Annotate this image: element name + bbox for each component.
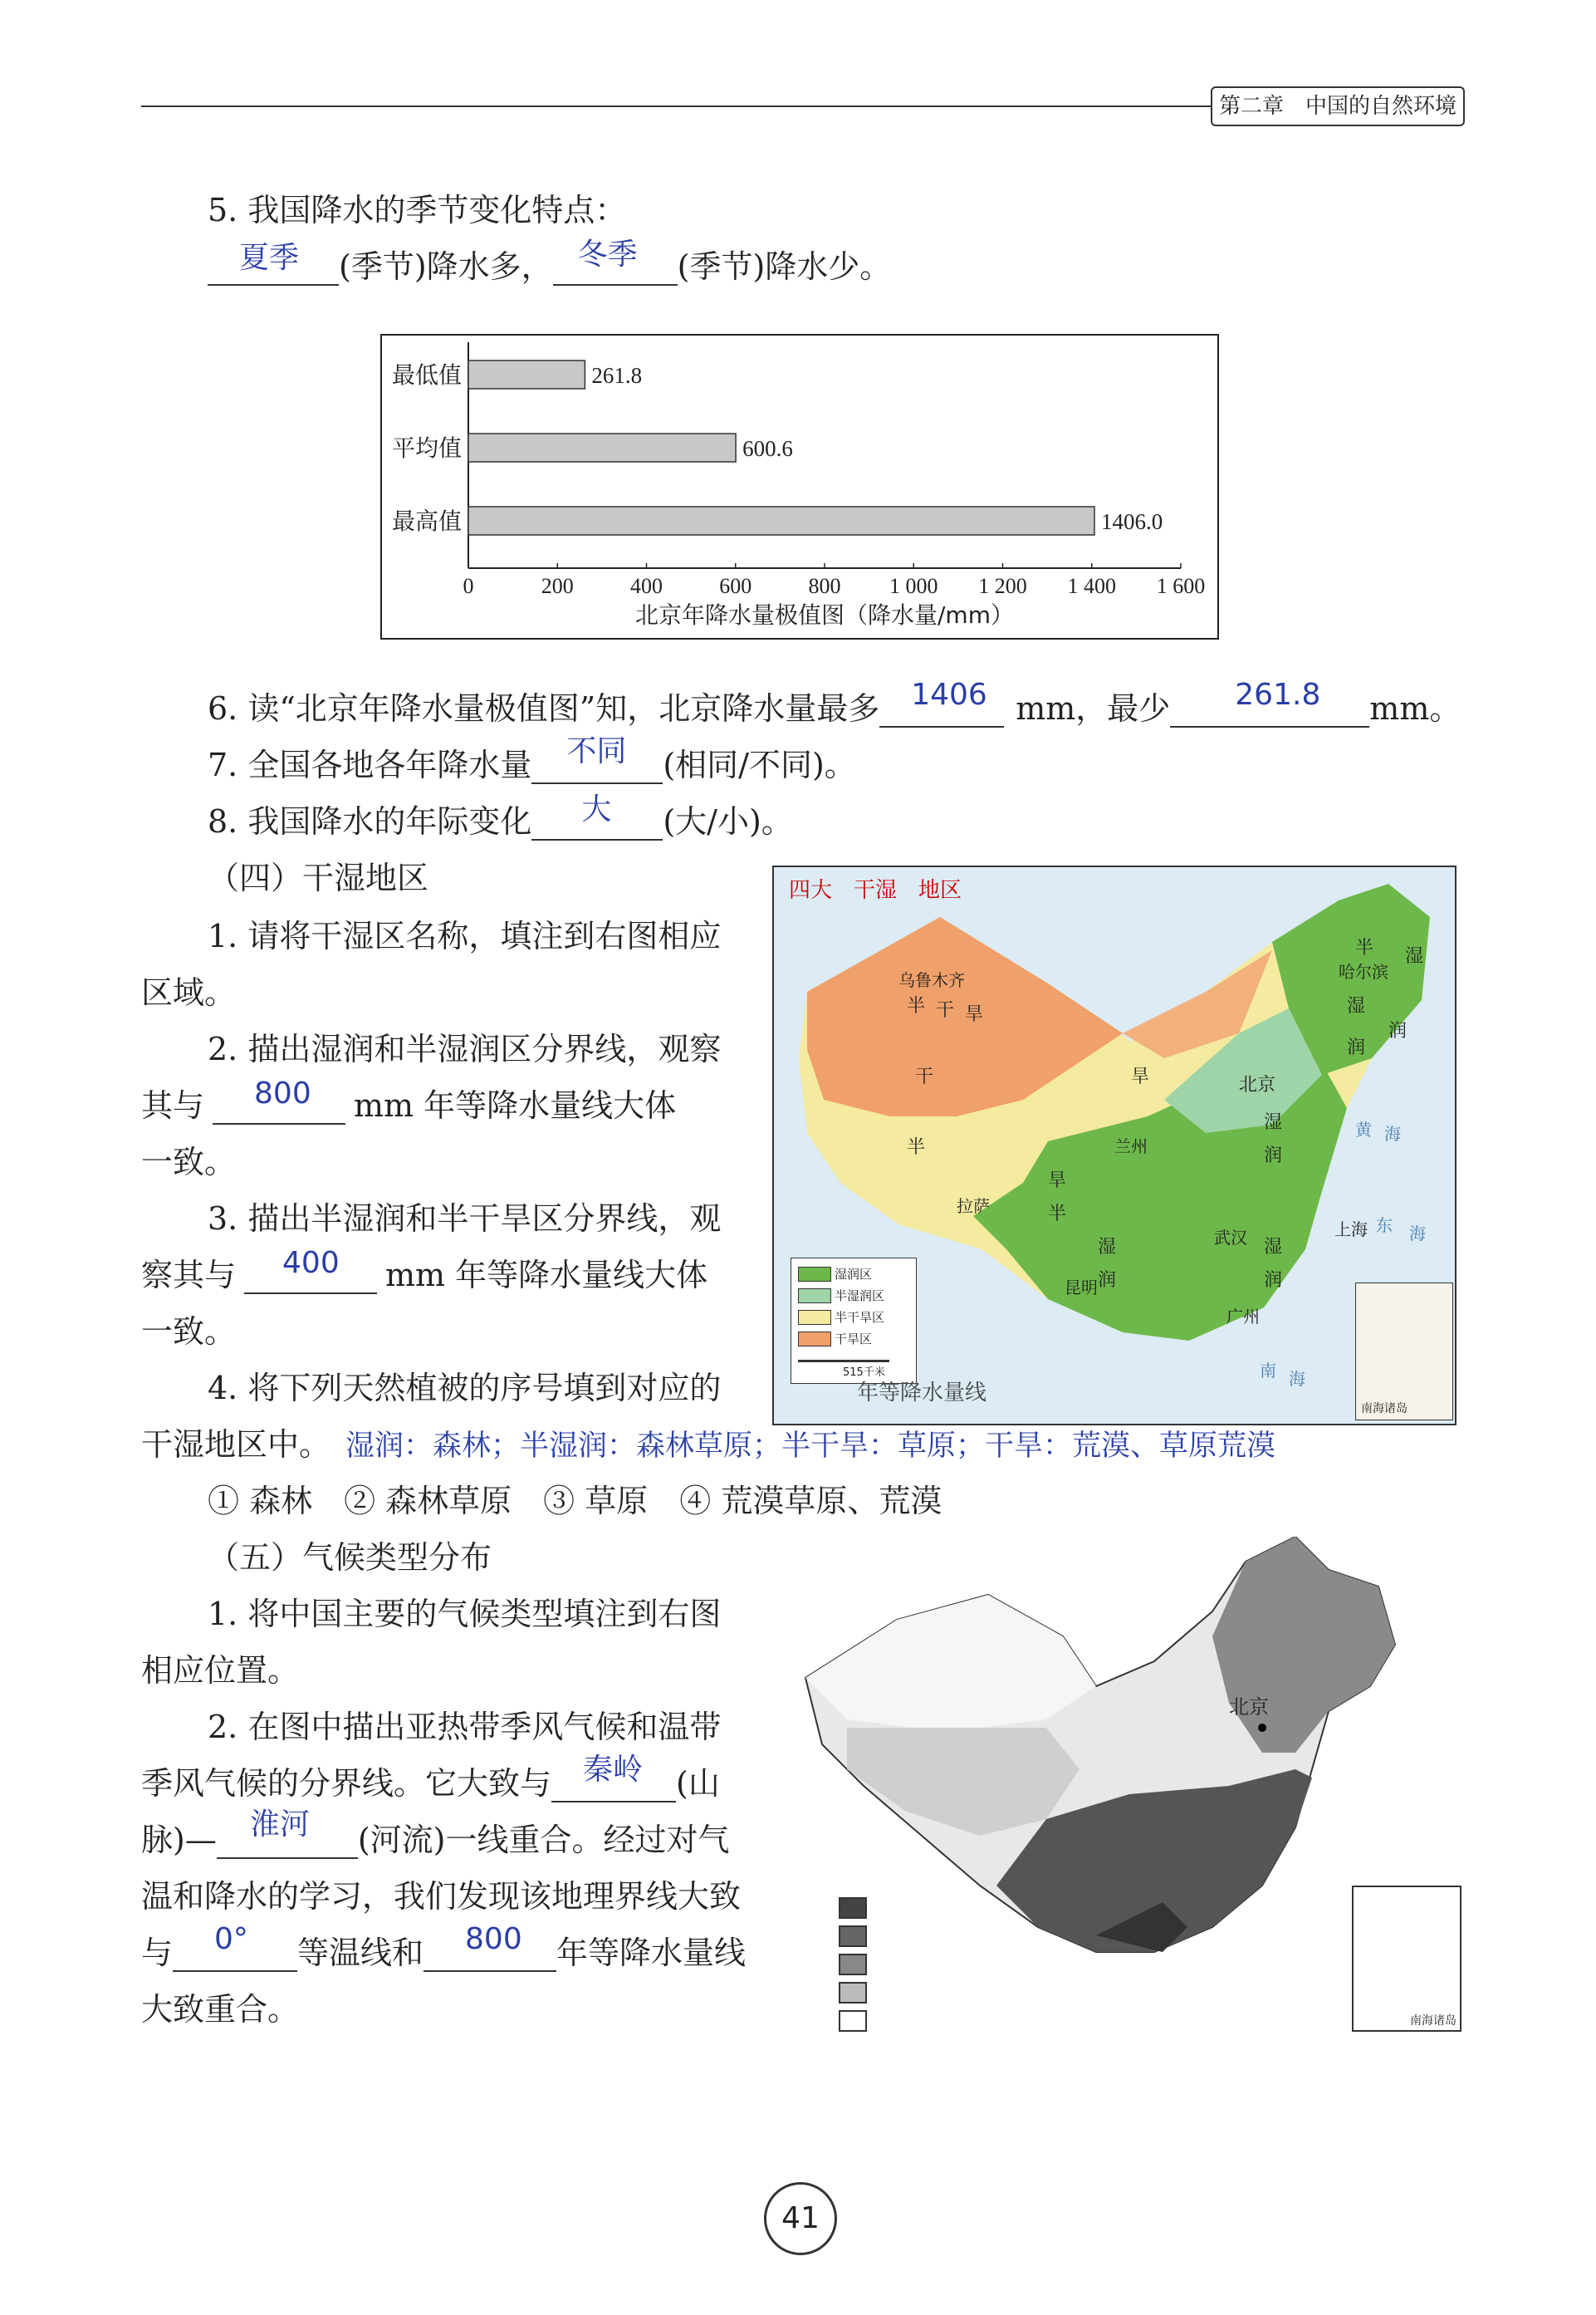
page-number: 41 bbox=[764, 2182, 837, 2255]
region-label: 润 bbox=[1264, 1145, 1283, 1166]
inset-label: 南海诸岛 bbox=[1361, 1402, 1408, 1415]
legend-swatch-subhumid bbox=[798, 1288, 831, 1303]
q6-mid: mm，最少 bbox=[1016, 690, 1171, 727]
q7-pre: 7. 全国各地各年降水量 bbox=[208, 747, 532, 783]
city-harbin: 哈尔滨 bbox=[1339, 962, 1388, 982]
sec4-i2b bbox=[141, 1077, 677, 1125]
sec4-title: （四）干湿地区 bbox=[208, 860, 429, 896]
q5-blank-1[interactable] bbox=[208, 241, 339, 286]
q5-text: 5. 我国降水的季节变化特点： bbox=[208, 192, 627, 228]
q5-mid: (季节)降水多， bbox=[339, 248, 553, 285]
q5-line bbox=[208, 238, 892, 286]
map2-city: 北京 bbox=[1229, 1695, 1269, 1719]
city-beijing: 北京 bbox=[1239, 1075, 1276, 1096]
beijing-precip-chart bbox=[380, 334, 1219, 640]
x-tick-label: 800 bbox=[808, 574, 841, 598]
sec5-i2c-pre: 脉)— bbox=[141, 1822, 217, 1858]
sea-label: 海 bbox=[1384, 1124, 1401, 1144]
q7-line bbox=[208, 734, 856, 784]
city-urumqi: 乌鲁木齐 bbox=[898, 970, 965, 990]
category-label: 最高值 bbox=[391, 508, 462, 535]
region-label: 湿 bbox=[1264, 1112, 1283, 1133]
dry-wet-map bbox=[772, 866, 1456, 1425]
q5-tail: (季节)降水少。 bbox=[677, 248, 892, 285]
bar-1 bbox=[468, 434, 736, 462]
q6-blank-2[interactable] bbox=[1170, 678, 1369, 728]
map2-legend-swatch bbox=[839, 1925, 867, 1947]
map2-legend-swatch bbox=[839, 2010, 867, 2032]
region-label: 半 bbox=[907, 1137, 926, 1158]
value-label: 261.8 bbox=[591, 363, 643, 388]
map1-inset bbox=[1355, 1283, 1453, 1420]
sec5-i1a: 1. 将中国主要的气候类型填注到右图 bbox=[208, 1596, 722, 1632]
x-tick-label: 1 200 bbox=[978, 574, 1027, 598]
region-label: 润 bbox=[1388, 1021, 1408, 1042]
region-label: 半 bbox=[1355, 938, 1374, 959]
sec5-i2d: 温和降水的学习，我们发现该地理界线大致 bbox=[141, 1878, 742, 1915]
sec5-i2e-pre: 与 bbox=[141, 1935, 174, 1971]
region-label: 旱 bbox=[965, 1004, 984, 1025]
sec4-i4b-line bbox=[141, 1425, 1275, 1465]
q6-line bbox=[208, 678, 1461, 728]
region-label: 润 bbox=[1347, 1037, 1366, 1058]
city-shanghai: 上海 bbox=[1334, 1219, 1368, 1239]
sec5-i2c-answer: 淮河 bbox=[249, 1807, 310, 1842]
q5-answer-1: 夏季 bbox=[239, 241, 300, 275]
sec5-i2e-answer-2: 800 bbox=[465, 1922, 522, 1956]
sec5-i2b bbox=[141, 1753, 720, 1802]
legend-swatch-humid bbox=[798, 1267, 831, 1282]
sec5-i2e-mid: 等温线和 bbox=[297, 1935, 424, 1971]
legend-label: 干旱区 bbox=[835, 1332, 873, 1346]
city-wuhan: 武汉 bbox=[1214, 1228, 1247, 1248]
q7-blank[interactable] bbox=[531, 734, 663, 784]
sec4-i4a: 4. 将下列天然植被的序号填到对应的 bbox=[208, 1370, 722, 1406]
climate-map bbox=[797, 1537, 1461, 2035]
region-label: 干 bbox=[915, 1067, 934, 1087]
region-label: 旱 bbox=[1048, 1170, 1067, 1191]
sec5-title: （五）气候类型分布 bbox=[208, 1539, 492, 1576]
chart-svg bbox=[382, 336, 1217, 638]
map2-zone-plateau bbox=[847, 1728, 1080, 1836]
legend-swatch-semiarid bbox=[798, 1310, 831, 1325]
x-tick-label: 0 bbox=[463, 574, 474, 598]
region-label: 湿 bbox=[1347, 996, 1366, 1017]
sec4-i1a: 1. 请将干湿区名称，填注到右图相应 bbox=[208, 918, 722, 954]
bar-2 bbox=[468, 507, 1094, 535]
scale-label: 515千米 bbox=[843, 1366, 885, 1379]
map2-zone-temperate-continental-north bbox=[805, 1595, 1096, 1728]
value-label: 1406.0 bbox=[1100, 509, 1163, 534]
x-tick-label: 1 600 bbox=[1156, 574, 1206, 598]
sec4-i4b: 干湿地区中。 bbox=[141, 1426, 331, 1463]
sec4-i2b-pre: 其与 bbox=[141, 1087, 205, 1124]
sec4-i4-answer: 湿润：森林；半湿润：森林草原；半干旱：草原；干旱：荒漠、草原荒漠 bbox=[345, 1430, 1276, 1463]
sec4-i3-blank[interactable] bbox=[244, 1246, 377, 1294]
sec5-i2b-blank[interactable] bbox=[551, 1753, 676, 1802]
sec5-i2b-answer: 秦岭 bbox=[583, 1753, 644, 1787]
sea-label: 南 bbox=[1260, 1361, 1276, 1381]
sec5-i2b-pre: 季风气候的分界线。它大致与 bbox=[141, 1765, 552, 1802]
sea-label: 海 bbox=[1289, 1369, 1305, 1389]
map1-title: 四大 干湿 地区 bbox=[789, 878, 962, 903]
q8-line bbox=[208, 792, 793, 841]
category-label: 最低值 bbox=[391, 361, 462, 389]
sec4-i2-answer: 800 bbox=[254, 1077, 311, 1111]
value-label: 600.6 bbox=[742, 436, 793, 461]
sec4-i2b-tail: mm 年等降水量线大体 bbox=[354, 1087, 677, 1124]
sec4-options: ① 森林 ② 森林草原 ③ 草原 ④ 荒漠草原、荒漠 bbox=[208, 1483, 942, 1519]
q8-pre: 8. 我国降水的年际变化 bbox=[208, 803, 532, 840]
x-tick-label: 600 bbox=[719, 574, 752, 598]
scale-bar bbox=[798, 1360, 889, 1362]
sec4-i2a: 2. 描出湿润和半湿润区分界线，观察 bbox=[208, 1031, 722, 1067]
city-lanzhou: 兰州 bbox=[1114, 1136, 1148, 1156]
region-label: 润 bbox=[1264, 1270, 1283, 1291]
sec5-i2b-tail: (山 bbox=[676, 1765, 720, 1802]
q6-answer-1: 1406 bbox=[911, 678, 987, 712]
map2-inset bbox=[1352, 1886, 1461, 2032]
sec4-i3b-tail: mm 年等降水量线大体 bbox=[385, 1257, 708, 1293]
sec4-i3b-pre: 察其与 bbox=[141, 1257, 237, 1293]
sec5-i2e-tail: 年等降水量线 bbox=[556, 1935, 747, 1971]
map1-legend bbox=[791, 1258, 917, 1384]
beijing-star-icon bbox=[1258, 1724, 1266, 1732]
q8-blank[interactable] bbox=[531, 792, 663, 841]
sec5-i2e bbox=[141, 1922, 747, 1972]
x-tick-label: 400 bbox=[630, 574, 663, 598]
sec4-i2-blank[interactable] bbox=[213, 1077, 345, 1125]
x-tick-label: 1 400 bbox=[1067, 574, 1116, 598]
q5-answer-2: 冬季 bbox=[577, 238, 638, 272]
sea-label: 黄 bbox=[1355, 1120, 1372, 1140]
sec5-i2c bbox=[141, 1807, 730, 1859]
sec5-i2e-blank-1[interactable] bbox=[173, 1922, 297, 1972]
bar-0 bbox=[468, 360, 585, 389]
category-label: 平均值 bbox=[391, 434, 462, 462]
map2-legend-swatch bbox=[839, 1897, 867, 1919]
sec5-i2e-blank-2[interactable] bbox=[423, 1922, 556, 1972]
region-label: 半 bbox=[907, 996, 926, 1017]
region-label: 湿 bbox=[1264, 1237, 1283, 1258]
header-rule bbox=[141, 105, 1212, 107]
legend-label: 湿润区 bbox=[835, 1267, 873, 1282]
region-label: 半 bbox=[1048, 1204, 1067, 1224]
city-guangzhou: 广州 bbox=[1226, 1307, 1260, 1327]
region-label: 润 bbox=[1098, 1270, 1117, 1291]
region-label: 干 bbox=[936, 1000, 955, 1021]
chapter-header: 第二章 中国的自然环境 bbox=[1211, 86, 1465, 126]
q6-tail: mm。 bbox=[1369, 690, 1461, 727]
city-kunming: 昆明 bbox=[1065, 1278, 1098, 1297]
q6-answer-2: 261.8 bbox=[1235, 678, 1321, 712]
sec5-i2f: 大致重合。 bbox=[141, 1991, 300, 2028]
sec5-i2e-answer-1: 0° bbox=[214, 1922, 248, 1956]
chart-title: 北京年降水量极值图（降水量/mm） bbox=[635, 601, 1014, 629]
q8-answer: 大 bbox=[581, 792, 612, 826]
q7-tail: (相同/不同)。 bbox=[663, 747, 856, 783]
region-label: 旱 bbox=[1131, 1067, 1150, 1087]
x-tick-label: 200 bbox=[541, 574, 574, 598]
q7-answer: 不同 bbox=[566, 734, 627, 768]
map2-inset-label: 南海诸岛 bbox=[1410, 2014, 1456, 2028]
sea-label: 海 bbox=[1409, 1224, 1426, 1243]
sec5-i2c-tail: (河流)一线重合。经过对气 bbox=[357, 1822, 730, 1858]
region-label: 湿 bbox=[1098, 1237, 1117, 1258]
sec4-i1b: 区域。 bbox=[141, 974, 237, 1011]
legend-swatch-arid bbox=[798, 1332, 831, 1346]
map1-caption: 年等降水量线 bbox=[857, 1381, 987, 1405]
sec4-i3b bbox=[141, 1246, 708, 1294]
sec5-i1b: 相应位置。 bbox=[141, 1652, 300, 1689]
sec4-i2c: 一致。 bbox=[141, 1144, 237, 1180]
q8-tail: (大/小)。 bbox=[663, 803, 793, 840]
x-tick-label: 1 000 bbox=[889, 574, 938, 598]
sec5-i2c-blank[interactable] bbox=[217, 1807, 358, 1859]
q6-pre: 6. 读“北京年降水量极值图”知，北京降水量最多 bbox=[208, 690, 880, 727]
map2-legend-swatch bbox=[839, 1954, 867, 1975]
sec4-i3c: 一致。 bbox=[141, 1313, 237, 1350]
region-label: 湿 bbox=[1405, 946, 1424, 967]
sec5-i2a: 2. 在图中描出亚热带季风气候和温带 bbox=[208, 1709, 722, 1745]
sec4-i3a: 3. 描出半湿润和半干旱区分界线，观 bbox=[208, 1200, 722, 1237]
sea-label: 东 bbox=[1376, 1215, 1393, 1235]
legend-label: 半湿润区 bbox=[835, 1288, 885, 1303]
legend-label: 半干旱区 bbox=[835, 1310, 885, 1325]
q6-blank-1[interactable] bbox=[879, 678, 1004, 728]
q5-blank-2[interactable] bbox=[553, 238, 678, 286]
map2-legend-swatch bbox=[839, 1982, 867, 2004]
sec4-i3-answer: 400 bbox=[282, 1246, 340, 1280]
city-lhasa: 拉萨 bbox=[957, 1196, 990, 1216]
